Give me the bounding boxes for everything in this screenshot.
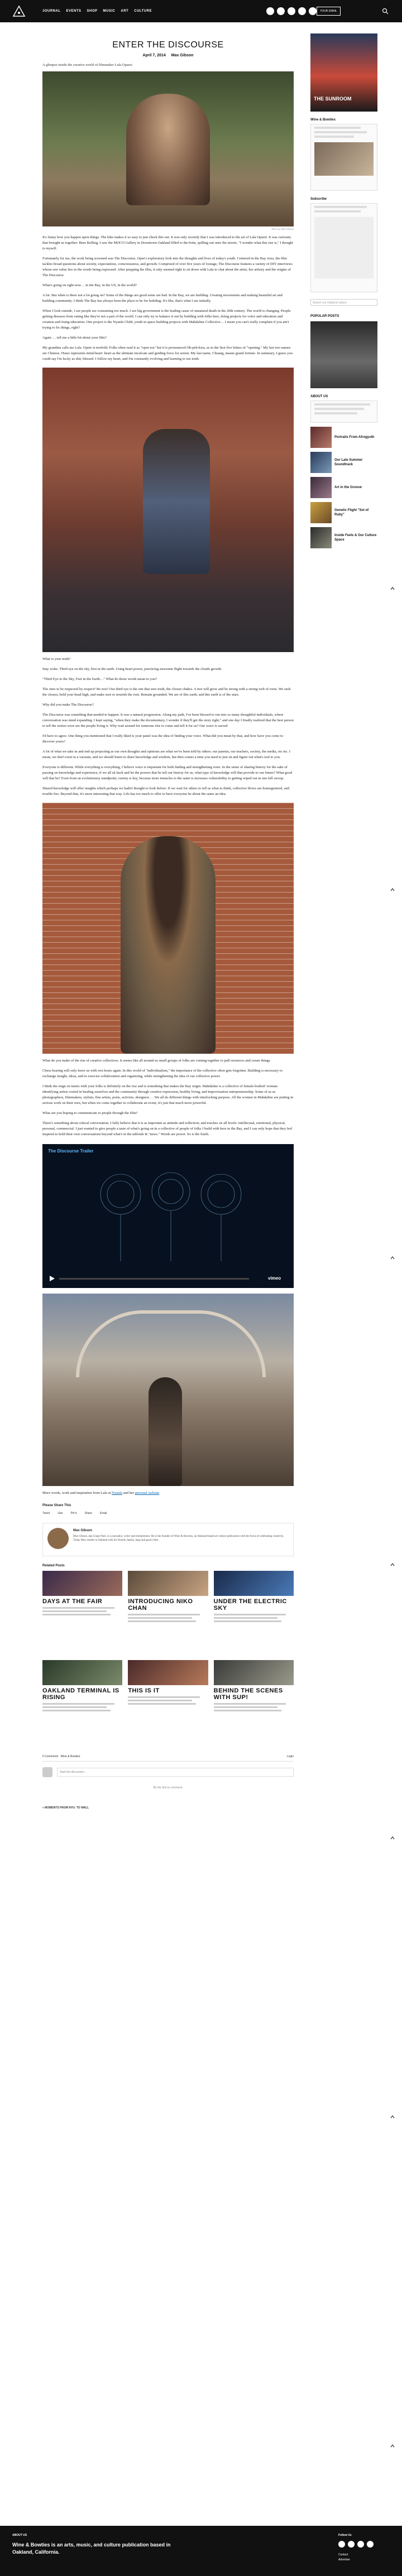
popular-thumb[interactable]: [310, 477, 332, 498]
paragraph: There's something about critical conversation. I fully believe that it is as important as attitude and reflection; and touches on all levels: intellectual, emotional, physical, personal, commercial. I just wanted to give people a taste of what's going on in a collective of people of folks I build with here in the Bay, and I can only hope that they feel inspired to hold their own conversations beyond what's in the tabloids & "news." Words are power. So is the Earth.: [42, 1121, 293, 1136]
nav-events[interactable]: EVENTS: [66, 9, 82, 13]
popular-post[interactable]: [310, 502, 377, 523]
chevron-up-icon[interactable]: [390, 1835, 395, 1841]
popular-title[interactable]: Portraits From Afrogyuth: [334, 436, 375, 439]
question: Why did you make The Discourse?: [42, 703, 94, 707]
footer-social-links: [338, 2541, 374, 2548]
related-card[interactable]: [214, 1571, 294, 1654]
related-thumb[interactable]: [214, 1571, 294, 1596]
comment-composer: [42, 1767, 294, 1777]
article: [42, 40, 294, 1810]
article-author[interactable]: Max Gibson: [171, 54, 194, 57]
comment-input[interactable]: Start the discussion…: [57, 1768, 294, 1777]
related-thumb[interactable]: [42, 1571, 122, 1596]
soundcloud-icon[interactable]: [309, 7, 317, 15]
related-thumb[interactable]: [128, 1571, 208, 1596]
sidebar-ad[interactable]: [310, 33, 377, 112]
site-logo-icon[interactable]: [12, 4, 26, 18]
chevron-up-icon[interactable]: [390, 1562, 395, 1567]
commenter-avatar: [42, 1767, 52, 1777]
instagram-icon[interactable]: [348, 2541, 355, 2548]
sidebar: [310, 33, 377, 548]
article-title: ENTER THE DISCOURSE: [112, 40, 224, 50]
paragraph: Shared knowledge will offer insights which perhaps we hadn't thought to look before. If we wait for others to tell us what to think, collective blows are homogenized, and trouble lies. Beyond that, it's more interesting that way. Life has too much to offer to have everyone be about the same an idea.: [42, 787, 290, 796]
question: What's going on right now… in the Bay, in the US, in the world?: [42, 283, 137, 287]
street-photo: [42, 368, 294, 652]
comments-count: 0 Comments Wine & Bowties: [42, 1755, 80, 1758]
personal-website-link[interactable]: personal website: [135, 1491, 160, 1495]
social-links: [266, 7, 317, 15]
article-excerpt: A glimpse inside the creative world of filmmaker Lala Oparei.: [42, 63, 133, 67]
footer-about-text: Wine & Bowties is an arts, music, and culture publication based in Oakland, California.: [12, 2542, 171, 2555]
sidebar-search-input[interactable]: Search our Oakland culture: [310, 299, 377, 306]
hero-photo: [42, 71, 294, 226]
footer-links: [338, 2553, 350, 2563]
related-title[interactable]: OAKLAND TERMINAL IS RISING: [42, 1687, 119, 1701]
popular-title[interactable]: Art in the Groove: [334, 486, 362, 489]
popular-thumb[interactable]: [310, 502, 332, 523]
video-progress-bar[interactable]: [59, 1278, 249, 1280]
related-excerpt-lines: [42, 1607, 122, 1615]
video-title[interactable]: The Discourse Trailer: [48, 1149, 94, 1154]
about-heading: ABOUT US: [310, 395, 328, 398]
related-thumb[interactable]: [128, 1660, 208, 1685]
paragraph: A lot. But when is there not a lot going on? Some of the things are good some are bad. In the Bay, we are building. Creating movements and making beautiful art and building community. I think The Bay has always been the place to be for building. It's like, that's what I see initially.: [42, 293, 283, 303]
facebook-icon[interactable]: [266, 7, 274, 15]
email-button[interactable]: Email: [100, 1512, 107, 1515]
article-date: April 7, 2014: [142, 54, 166, 57]
chevron-up-icon[interactable]: [390, 2114, 395, 2120]
footer-contact-link[interactable]: Contact: [338, 2553, 348, 2556]
facebook-icon[interactable]: [338, 2541, 345, 2548]
related-card[interactable]: [128, 1571, 208, 1654]
video-frame-art: [87, 1161, 255, 1267]
related-excerpt-lines: [128, 1614, 208, 1622]
popular-thumb[interactable]: [310, 527, 332, 548]
related-thumb[interactable]: [214, 1660, 294, 1685]
related-excerpt-lines: [42, 1703, 122, 1711]
footer-about-heading: ABOUT US: [12, 2534, 27, 2537]
twitter-icon[interactable]: [288, 7, 295, 15]
chevron-up-icon[interactable]: [390, 586, 395, 591]
related-excerpt-lines: [214, 1614, 294, 1622]
paragraph: My grandma calls me Lala. Opeie is treefold. Folks often read it as "open era" but it is pronounced Oh-peh-kwa, as in the first five letters of "opening." My last two names are Chinese. Hsiao represents mind-heart: heart as the ultimate inculcate and guiding force for action. My last name, Chuang, means grand fortune. In summary, I guess you could say I'm lucky as shit, blessed. I follow my heart, and I'm constantly evolving and learning to see truth.: [42, 346, 293, 361]
nav-music[interactable]: MUSIC: [103, 9, 116, 13]
pin-it-button[interactable]: Pin it: [70, 1512, 77, 1515]
paragraph: When I look outside, I see people are consuming too much. I see big government is the leading cause of unnatural death in the 20th century. The world is changing. People getting diseases from eating like they're not a part of the world. I can only try to balance it out by building with folks here, doing projects for voice and education and creation and rising education. One project is the Nyanfa Child, youth in space building projects with Mahdaline Collective… I mean you can't really complain if you ain't trying to fix things, right?: [42, 309, 291, 330]
ad-title: THE SUNROOM: [314, 96, 352, 102]
footer-advertise-link[interactable]: Advertise: [338, 2558, 350, 2561]
paragraph: I think the reign on tenets with your folks is definitely on the rise and is something that makes the Bay origin. Mahdaline is a collective of female-bodied/ woman-identifying artists rooted in healing ourselves and the community through creative expression, healthy living, and improvisation entrepreneurship. Some of us as photographers, filmmakers, stylists, fine artists, poets, activists, designers … We all do different things with interlocking purpose. All the women in Mahdaline are putting in serious work on their own, but when we come together to collaborate an event, it's just that much more powerful.: [42, 1084, 294, 1105]
twitter-icon[interactable]: [357, 2541, 364, 2548]
nyanfa-link[interactable]: Nyanfa: [112, 1491, 123, 1495]
vimeo-logo[interactable]: vimeo: [268, 1276, 281, 1281]
popular-heading: POPULAR POSTS: [310, 315, 339, 318]
related-heading: Related Posts: [42, 1564, 65, 1567]
popular-image[interactable]: [310, 321, 377, 388]
related-title[interactable]: UNDER THE ELECTRIC SKY: [213, 1598, 287, 1612]
author-name[interactable]: Max Gibson: [73, 1529, 93, 1532]
chevron-up-icon[interactable]: [390, 887, 395, 893]
question: "Third Eye to the Sky, Feet in the Earth…" What do those words mean to you?: [42, 677, 157, 681]
login-link[interactable]: Login: [286, 1755, 294, 1758]
newsletter-widget: [310, 203, 377, 292]
pinterest-icon[interactable]: [367, 2541, 374, 2548]
top-nav-bar: [0, 0, 402, 22]
email-signup-input[interactable]: YOUR EMAIL: [317, 7, 341, 16]
paragraph: It's funny how you happen upon things. The hike makes it so easy to just check this out. It was only recently that I was introduced to the art of Lala Oparei. It was curiosity that brought us together: Binx Bolling, I saw the MOCO Gallery in Downtown Oakland filled to the brim, spilling out onto the streets. "I wonder what this one is," I thought to myself.: [42, 235, 294, 250]
related-title[interactable]: INTRODUCING NIKO CHAN: [128, 1598, 193, 1612]
author-bio: Max Gibson, aka Grape Nuts, is a journalist, writer and entrepreneur. He is the founder of Wine & Bowties, an Oakland-based art culture publication with the focus of celebrating creativity. Today Max resides in Oakland with his friends, family, dogs and good vibes.: [73, 1535, 284, 1542]
author-avatar[interactable]: [47, 1528, 69, 1549]
instagram-icon[interactable]: [277, 7, 285, 15]
paragraph: The Discourse was something that needed to happen. It was a natural progression. Along my path, I've been blessed to run into so many thoughtful individuals, where conversation was mind expanding. I kept saying, "when they make the documentary, I wonder if they'll get the story right," and one day I finally realized that the best person to tell the stories were are the people living it. Why wait around for someone else to come and tell it for us? Our voice is sacred.: [42, 713, 294, 728]
photo-caption: Photo by Max Gibson: [271, 228, 294, 230]
brand-widget-image: [314, 142, 374, 176]
nav-shop[interactable]: SHOP: [87, 9, 98, 13]
site-footer: [0, 2526, 402, 2576]
popular-post[interactable]: [310, 477, 377, 498]
question: What is your truth?: [42, 657, 71, 661]
previous-post-link[interactable]: « MOMENTS FROM NYU: TO WALL: [42, 1806, 89, 1810]
popular-post[interactable]: [310, 452, 377, 473]
main-nav: [42, 0, 152, 22]
popular-post[interactable]: [310, 427, 377, 448]
pinterest-icon[interactable]: [298, 7, 306, 15]
related-title[interactable]: BEHIND THE SCENES WITH SUP!: [213, 1687, 283, 1701]
closing-paragraph: More words, work and inspiration from Lala at Nyanfa and her personal website.: [42, 1491, 160, 1495]
share-heading: Please Share This: [42, 1504, 71, 1507]
newsletter-heading: Subscribe: [310, 197, 327, 201]
question: I'd have to agree. One thing you mentioned that I really liked is your panel was the idea of finding your voice. What did you mean by that, and how have you come to discover yours?: [42, 734, 284, 744]
question: Again … tell me a little bit about your film?: [42, 336, 107, 340]
nav-art[interactable]: ART: [121, 9, 129, 13]
popular-title[interactable]: Inside Feels & Our Culture Space: [334, 534, 377, 542]
architecture-photo: [42, 1294, 294, 1486]
paragraph: The ones to be respected by respect? Be rest? Our third eye is the one that sees truth, the closest chakra. A tree will grow and be strong with a strong web of roots. We seek the closest, hold your head high, and make sure to nourish the root. Remain grounded. We are of this earth, and this earth is of the stars.: [42, 687, 291, 697]
nav-culture[interactable]: CULTURE: [134, 9, 152, 13]
footer-follow-heading: Follow Us: [338, 2534, 352, 2537]
related-title[interactable]: DAYS AT THE FAIR: [42, 1598, 103, 1605]
popular-post[interactable]: [310, 527, 377, 548]
related-title[interactable]: THIS IS IT: [128, 1687, 160, 1694]
related-posts: [42, 1571, 294, 1744]
related-card[interactable]: [42, 1571, 122, 1654]
play-icon[interactable]: [48, 1275, 56, 1282]
related-card[interactable]: [128, 1660, 208, 1744]
question: What do you make of the rise of creative collectives. It seems like all around us small groups of folks are coming together to pull resources and create things.: [42, 1059, 271, 1063]
paragraph: A lot of what we take in and end up projecting as our own thoughts and opinions are what we've been told by others: our parents, our teachers, society, the media, etc etc. I mean, we don't exist in a vacuum, and we should listen to share knowledge and wisdom, but then comes a time you need to just sit and figure out what's real to you.: [42, 750, 291, 759]
chevron-up-icon[interactable]: [390, 2443, 395, 2449]
popular-thumb[interactable]: [310, 452, 332, 473]
article-meta: [42, 54, 294, 57]
video-player[interactable]: [42, 1144, 294, 1288]
paragraph: Stay woke. Third eye on the sky, first in the earth. Using heart power, practicing awesome flight towards the clouds growth.: [42, 667, 222, 671]
question: What are you hoping to communicate to people through the film?: [42, 1111, 138, 1115]
brand-widget: [310, 124, 377, 191]
author-box: [42, 1523, 294, 1556]
share-button[interactable]: Share: [84, 1512, 92, 1515]
search-icon[interactable]: [382, 8, 389, 15]
newsletter-form[interactable]: [314, 217, 374, 278]
comments-header: [42, 1755, 294, 1762]
related-card[interactable]: [214, 1660, 294, 1744]
related-thumb[interactable]: [42, 1660, 122, 1685]
about-widget: [310, 401, 377, 423]
brick-wall-photo: [42, 803, 294, 1054]
related-excerpt-lines: [128, 1696, 208, 1705]
nav-journal[interactable]: JOURNAL: [42, 9, 61, 13]
paragraph: Everyone is different. While everything is everything, I believe voice is important for both finding and strengthening roots. In the sense of sharing history for the sake of passing on knowledge and experience, if we all sit back and let the powers that be tell our history for us, what type of knowledge will that provide to our future? What good will that be? Even from an evolutionary standpoint, variety is key, because more tentacles to the same is increases vulnerability to getting wiped out in one fell swoop.: [42, 765, 293, 780]
brand-heading: Wine & Bowties: [310, 118, 336, 122]
paragraph: Fortunately for me, the work being screened was The Discourse, Opee's exploratory look into the thoughts and lives of today's youth. Centered in the Bay Area, the film tackles broad questions about society, expectations, consciousness, and growth. Comprised of over five years of footage, The Discourse features a variety of DIY interviews whose raw value lies in the words being expressed. After prepping the film, it only seemed right to sit down with Lala to chat about the artist, her artistry and the origins of The Discourse.: [42, 257, 293, 277]
first-comment-note: Be the first to comment.: [153, 1786, 183, 1789]
paragraph: Chess bearing will only leave us with rest hours again. In this world of "individualism," the importance of the collective often gets forgotten. Building is necessary to exchange insight, ideas, and to exercise collaboration and organizing, while strengthening the idea of our collective power.: [42, 1069, 283, 1078]
related-excerpt-lines: [214, 1703, 294, 1711]
chevron-up-icon[interactable]: [390, 1255, 395, 1261]
popular-thumb[interactable]: [310, 427, 332, 448]
share-buttons: [42, 1512, 294, 1515]
like-button[interactable]: Like: [58, 1512, 63, 1515]
popular-title[interactable]: Genetic Flight "Sol of Ruby": [334, 509, 369, 517]
popular-title[interactable]: Our Late Summer Soundtrack: [334, 459, 363, 466]
related-card[interactable]: [42, 1660, 122, 1744]
tweet-button[interactable]: Tweet: [42, 1512, 50, 1515]
